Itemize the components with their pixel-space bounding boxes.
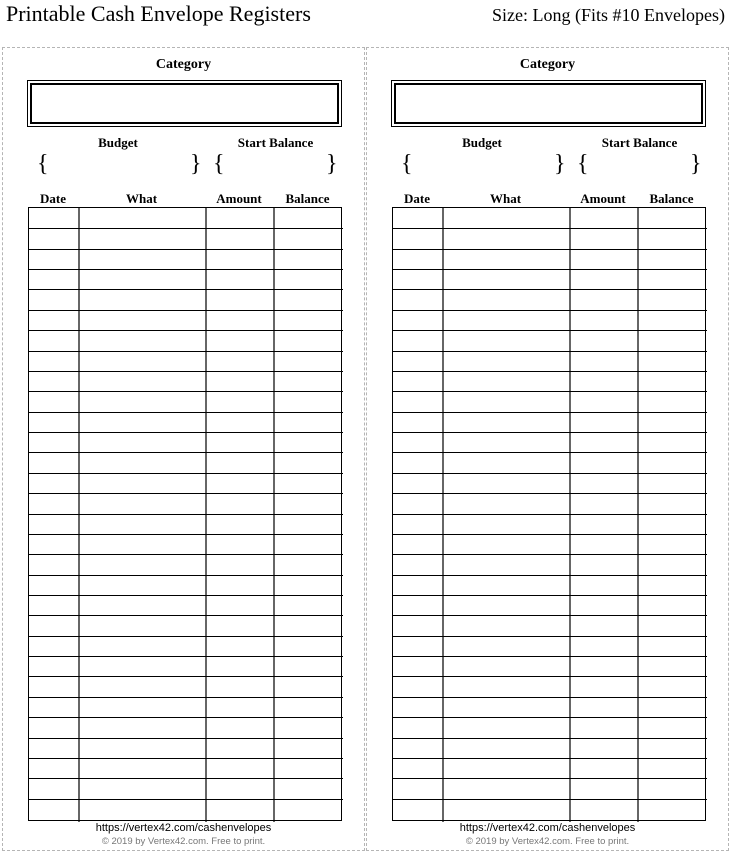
- category-field[interactable]: [27, 80, 342, 127]
- column-header-date: Date: [40, 191, 66, 206]
- budget-brace-close: }: [190, 151, 202, 177]
- budget-field[interactable]: [415, 154, 555, 174]
- budget-field[interactable]: [51, 154, 191, 174]
- category-field[interactable]: [391, 80, 706, 127]
- start-balance-field[interactable]: [593, 154, 693, 174]
- register-panel-left: [2, 47, 365, 851]
- category-label: Category: [155, 57, 212, 72]
- budget-brace-open: {: [37, 151, 49, 177]
- column-header-balance: Balance: [285, 191, 330, 206]
- column-header-amount: Amount: [580, 191, 626, 206]
- category-field-border: [394, 83, 703, 124]
- register-panel-right: [366, 47, 729, 851]
- start-balance-brace-close: }: [326, 151, 338, 177]
- footer-copyright: © 2019 by Vertex42.com. Free to print.: [465, 836, 630, 847]
- category-field-border: [30, 83, 339, 124]
- size-note: Size: Long (Fits #10 Envelopes): [492, 5, 725, 25]
- column-header-date: Date: [404, 191, 430, 206]
- start-balance-label: Start Balance: [237, 135, 314, 150]
- start-balance-label: Start Balance: [601, 135, 678, 150]
- budget-brace-open: {: [401, 151, 413, 177]
- column-header-amount: Amount: [216, 191, 262, 206]
- budget-brace-close: }: [554, 151, 566, 177]
- page-title: Printable Cash Envelope Registers: [6, 1, 311, 26]
- category-label: Category: [519, 57, 576, 72]
- footer-url: https://vertex42.com/cashenvelopes: [459, 822, 636, 834]
- start-balance-brace-open: {: [213, 151, 225, 177]
- column-header-what: What: [125, 191, 158, 206]
- column-header-what: What: [489, 191, 522, 206]
- register-grid[interactable]: [392, 207, 706, 821]
- budget-label: Budget: [462, 135, 502, 150]
- footer-url: https://vertex42.com/cashenvelopes: [95, 822, 272, 834]
- budget-label: Budget: [98, 135, 138, 150]
- column-header-balance: Balance: [649, 191, 694, 206]
- register-grid[interactable]: [28, 207, 342, 821]
- start-balance-brace-close: }: [690, 151, 702, 177]
- start-balance-field[interactable]: [229, 154, 329, 174]
- start-balance-brace-open: {: [577, 151, 589, 177]
- footer-copyright: © 2019 by Vertex42.com. Free to print.: [101, 836, 266, 847]
